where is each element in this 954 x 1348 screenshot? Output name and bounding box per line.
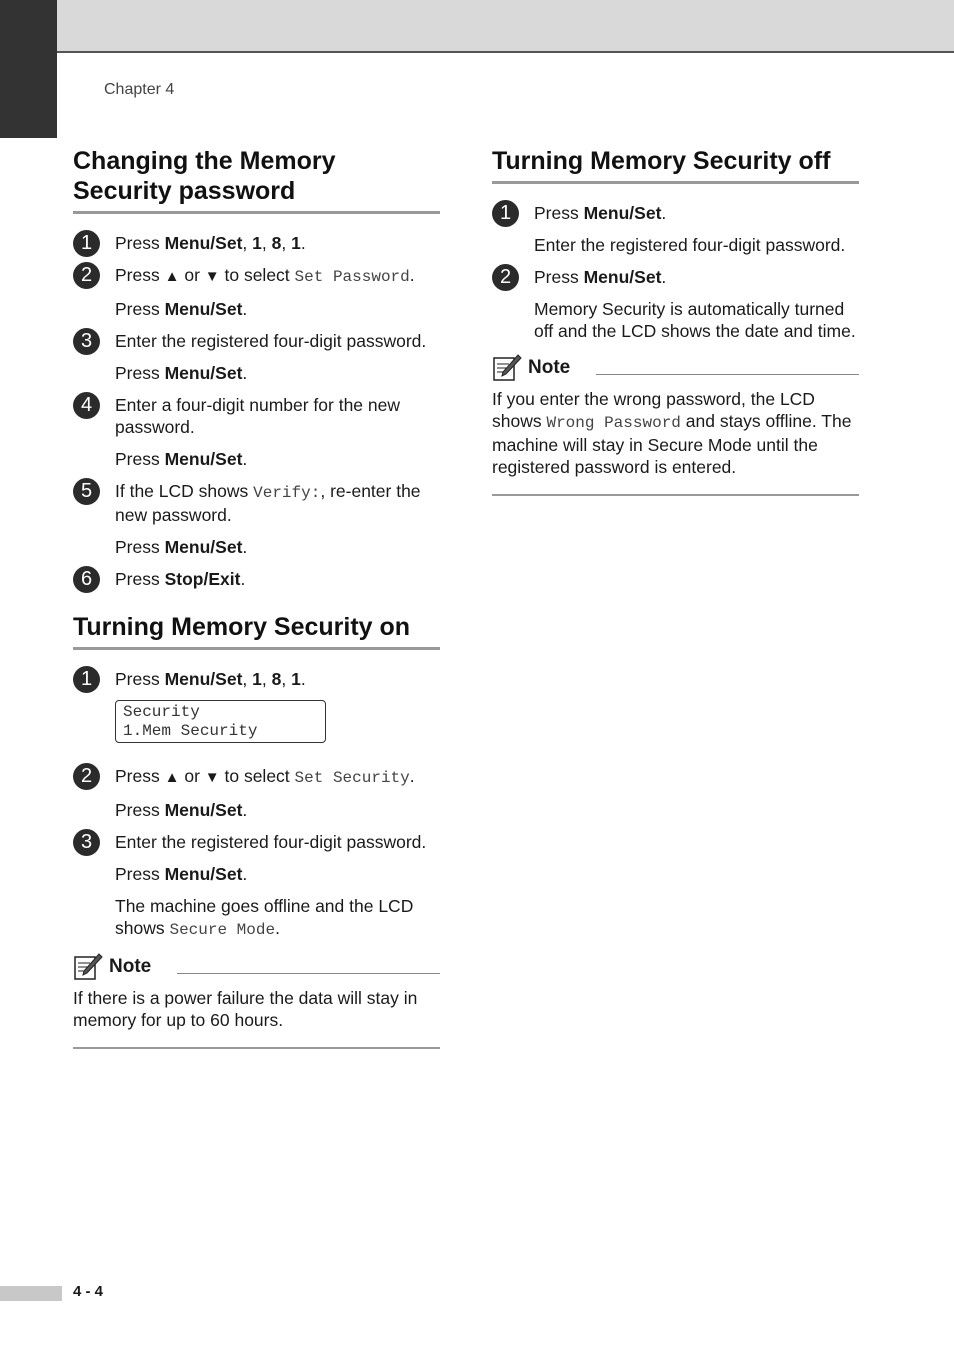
menu-set-key: Menu/Set (164, 669, 243, 689)
left-column (73, 146, 440, 1049)
note-title: Note (528, 357, 571, 378)
note-end-rule (73, 1047, 440, 1049)
section-rule (492, 181, 859, 184)
lcd-message-text: Secure Mode (169, 921, 276, 939)
step-2: 2 Press ▲ or ▼ to select Set Security. Press Menu/Set. (73, 765, 440, 821)
note-text: If there is a power failure the data will stay in memory for up to 60 hours. (73, 988, 418, 1030)
menu-set-key: Menu/Set (164, 233, 243, 253)
chapter-side-tab (0, 0, 57, 138)
menu-set-key: Menu/Set (164, 864, 243, 884)
right-column (492, 146, 859, 496)
lcd-message-text: Wrong Password (546, 414, 681, 432)
step-number-badge: 3 (73, 829, 100, 856)
step-2: 2 Press Menu/Set. Memory Security is automatically turned off and the LCD shows the date and time. (492, 266, 859, 342)
step-number-badge: 6 (73, 566, 100, 593)
note-title: Note (109, 956, 152, 977)
step-number-badge: 2 (73, 262, 100, 289)
lcd-option-text: Set Security (294, 769, 410, 787)
step-5: 5 If the LCD shows Verify:, re-enter the new password. Press Menu/Set. (73, 480, 440, 558)
step-6: 6 Press Stop/Exit. (73, 568, 440, 590)
up-arrow-icon: ▲ (164, 268, 180, 285)
step-1: 1 Press Menu/Set. Enter the registered four-digit password. (492, 202, 859, 256)
footer-bar (0, 1286, 62, 1301)
section-title-security-on: Turning Memory Security on (73, 613, 411, 641)
note-rule (596, 374, 859, 375)
step-1: 1 Press Menu/Set, 1, 8, 1. Security 1.Mem Security (73, 668, 440, 755)
step-1: 1 Press Menu/Set, 1, 8, 1. (73, 232, 440, 254)
step-number-badge: 1 (73, 666, 100, 693)
note-header (73, 951, 440, 983)
step-number-badge: 5 (73, 478, 100, 505)
step-number-badge: 2 (492, 264, 519, 291)
up-arrow-icon: ▲ (164, 769, 180, 786)
note-rule (177, 973, 440, 974)
note-header (492, 352, 859, 384)
step-4: 4 Enter a four-digit number for the new password. Press Menu/Set. (73, 394, 440, 470)
lcd-option-text: Set Password (294, 268, 410, 286)
menu-set-key: Menu/Set (583, 203, 662, 223)
step-number-badge: 2 (73, 763, 100, 790)
menu-set-key: Menu/Set (583, 267, 662, 287)
menu-set-key: Menu/Set (164, 537, 243, 557)
menu-set-key: Menu/Set (164, 363, 243, 383)
down-arrow-icon: ▼ (204, 268, 220, 285)
step-3: 3 Enter the registered four-digit password. Press Menu/Set. The machine goes offline and the LCD shows Secure Mode. (73, 831, 440, 941)
step-3: 3 Enter the registered four-digit password. Press Menu/Set. (73, 330, 440, 384)
stop-exit-key: Stop/Exit (164, 569, 241, 589)
step-2: 2 Press ▲ or ▼ to select Set Password. Press Menu/Set. (73, 264, 440, 320)
lcd-line-1: Security (123, 703, 200, 721)
note-pencil-icon (492, 353, 522, 383)
section-rule (73, 647, 440, 650)
section-title-change-password: Changing the Memory Security password (73, 147, 336, 205)
down-arrow-icon: ▼ (204, 769, 220, 786)
menu-set-key: Menu/Set (164, 299, 243, 319)
steps-security-on (73, 668, 440, 941)
step-number-badge: 1 (492, 200, 519, 227)
step-number-badge: 4 (73, 392, 100, 419)
step-number-badge: 1 (73, 230, 100, 257)
lcd-line-2: 1.Mem Security (123, 722, 258, 740)
lcd-message-text: Verify: (253, 484, 321, 502)
section-rule (73, 211, 440, 214)
chapter-label: Chapter 4 (104, 81, 175, 98)
step-number-badge: 3 (73, 328, 100, 355)
note-pencil-icon (73, 952, 103, 982)
menu-set-key: Menu/Set (164, 800, 243, 820)
steps-change-password (73, 232, 440, 590)
header-band (57, 0, 954, 53)
note-end-rule (492, 494, 859, 496)
menu-set-key: Menu/Set (164, 449, 243, 469)
lcd-display (115, 700, 326, 743)
note-text: If you enter the wrong password, the LCD shows Wrong Password and stays offline. The machine will stay in Secure Mode until the registered password is entered. (492, 389, 852, 477)
page-number: 4 - 4 (73, 1283, 104, 1300)
steps-security-off (492, 202, 859, 342)
section-title-security-off: Turning Memory Security off (492, 147, 831, 175)
